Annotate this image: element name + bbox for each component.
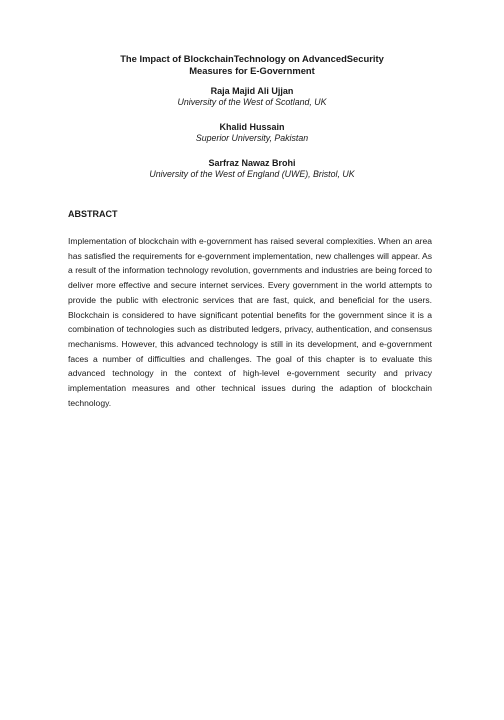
author-block-1	[60, 86, 444, 108]
author-name: Raja Majid Ali Ujjan	[210, 86, 294, 96]
author-affiliation: University of the West of Scotland, UK	[177, 97, 327, 107]
abstract-heading: ABSTRACT	[68, 209, 118, 219]
paper-title-line-1: The Impact of BlockchainTechnology on AdvancedSecurity	[120, 53, 384, 64]
author-name: Sarfraz Nawaz Brohi	[208, 158, 296, 168]
author-name: Khalid Hussain	[219, 122, 285, 132]
author-affiliation: Superior University, Pakistan	[195, 133, 309, 143]
author-block-3	[60, 158, 444, 180]
paper-title-line-2: Measures for E-Government	[189, 64, 315, 76]
abstract-body: Implementation of blockchain with e-government has raised several complexities. When an area has satisfied the requirements for e-government implementation, new challenges will appear. As a result of the information technology revolution, governments and industries are being forced to deliver more effective and secure internet services. Every government in the world attempts to provide the public with electronic services that are fast, quick, and beneficial for the users. Blockchain is considered to have significant potential benefits for the government since it is a combination of technologies such as distributed ledgers, privacy, authentication, and consensus mechanisms. However, this advanced technology is still in its development, and e-government faces a number of difficulties and challenges. The goal of this chapter is to evaluate this advanced technology in the context of high-level e-government security and privacy implementation measures and other technical issues during the adaption of blockchain technology.	[68, 236, 432, 408]
author-affiliation: University of the West of England (UWE), Bristol, UK	[149, 169, 355, 179]
author-block-2	[60, 122, 444, 144]
paper-title	[60, 53, 444, 76]
